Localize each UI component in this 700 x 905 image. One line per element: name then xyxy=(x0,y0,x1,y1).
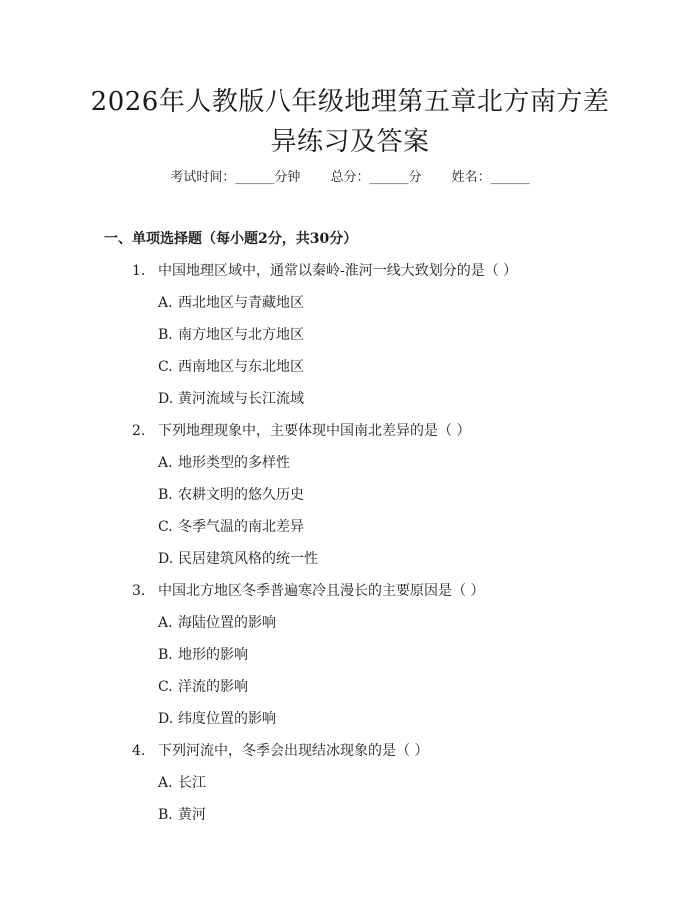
option-text: 地形类型的多样性 xyxy=(178,455,290,471)
option-text: 纬度位置的影响 xyxy=(178,711,276,727)
option-letter: A. xyxy=(158,295,173,311)
option-letter: D. xyxy=(158,711,174,727)
option-letter: A. xyxy=(158,775,173,791)
question-1-option-a xyxy=(158,293,304,313)
question-1-option-b xyxy=(158,325,304,345)
question-3-option-d xyxy=(158,709,276,729)
option-letter: C. xyxy=(158,359,173,375)
option-letter: A. xyxy=(158,615,173,631)
option-text: 地形的影响 xyxy=(178,647,248,663)
question-1 xyxy=(132,261,517,281)
option-letter: D. xyxy=(158,551,174,567)
document-title xyxy=(60,82,640,162)
total-score-field: 总分：______分 xyxy=(330,170,422,185)
option-letter: B. xyxy=(158,647,173,663)
question-number: 3. xyxy=(132,583,146,599)
question-1-option-d xyxy=(158,389,304,409)
name-field: 姓名：______ xyxy=(451,170,530,185)
question-2-option-d xyxy=(158,549,318,569)
title-line-1: 2026年人教版八年级地理第五章北方南方差 xyxy=(90,87,610,117)
option-text: 西北地区与青藏地区 xyxy=(178,295,304,311)
option-text: 南方地区与北方地区 xyxy=(178,327,304,343)
question-1-option-c xyxy=(158,357,304,377)
option-letter: C. xyxy=(158,679,173,695)
option-letter: B. xyxy=(158,487,173,503)
question-number: 4. xyxy=(132,743,146,759)
option-text: 黄河流域与长江流域 xyxy=(178,391,304,407)
question-text: 下列地理现象中，主要体现中国南北差异的是（ ） xyxy=(158,423,471,439)
option-text: 洋流的影响 xyxy=(178,679,248,695)
option-letter: B. xyxy=(158,807,173,823)
title-line-2: 异练习及答案 xyxy=(270,127,430,157)
question-3-option-c xyxy=(158,677,248,697)
question-4-option-b xyxy=(158,805,206,825)
question-3 xyxy=(132,581,484,601)
option-text: 海陆位置的影响 xyxy=(178,615,276,631)
question-4 xyxy=(132,741,428,761)
question-4-option-a xyxy=(158,773,206,793)
question-text: 中国北方地区冬季普遍寒冷且漫长的主要原因是（ ） xyxy=(158,583,485,599)
option-text: 长江 xyxy=(178,775,206,791)
option-text: 民居建筑风格的统一性 xyxy=(178,551,318,567)
question-number: 1. xyxy=(132,263,146,279)
option-letter: D. xyxy=(158,391,174,407)
question-text: 中国地理区域中，通常以秦岭-淮河一线大致划分的是（ ） xyxy=(158,263,518,279)
option-text: 黄河 xyxy=(178,807,206,823)
option-text: 冬季气温的南北差异 xyxy=(178,519,304,535)
option-text: 西南地区与东北地区 xyxy=(178,359,304,375)
option-letter: A. xyxy=(158,455,173,471)
option-text: 农耕文明的悠久历史 xyxy=(178,487,304,503)
question-2-option-a xyxy=(158,453,290,473)
exam-meta xyxy=(0,168,700,188)
question-3-option-a xyxy=(158,613,276,633)
question-3-option-b xyxy=(158,645,248,665)
question-text: 下列河流中，冬季会出现结冰现象的是（ ） xyxy=(158,743,429,759)
section-heading: 一、单项选择题（每小题2分，共30分） xyxy=(104,231,358,247)
question-2 xyxy=(132,421,470,441)
question-2-option-b xyxy=(158,485,304,505)
question-number: 2. xyxy=(132,423,146,439)
question-2-option-c xyxy=(158,517,304,537)
option-letter: B. xyxy=(158,327,173,343)
exam-time-field: 考试时间：______分钟 xyxy=(170,170,301,185)
option-letter: C. xyxy=(158,519,173,535)
